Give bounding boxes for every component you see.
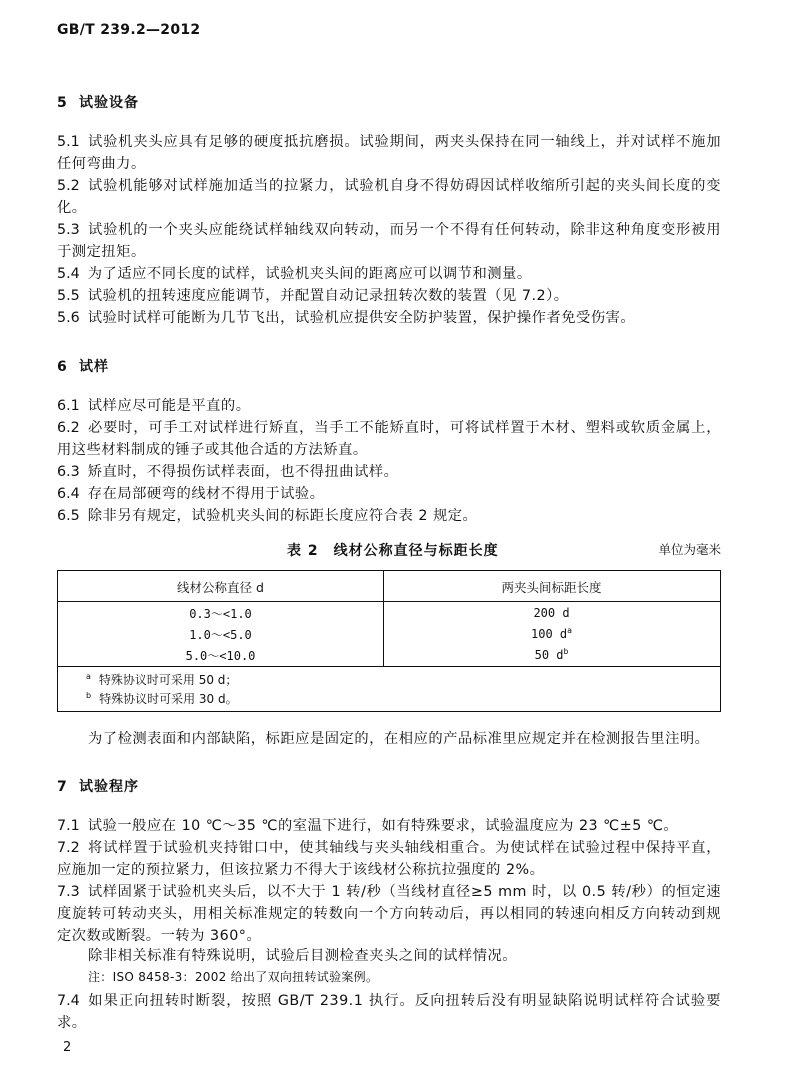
cell-diameter: 1.0～<5.0 — [189, 628, 252, 642]
table-footnote-a: $^a$ 特殊协议时可采用 50 d； — [86, 672, 238, 687]
section-5-title — [57, 92, 139, 112]
standard-code: GB/T 239.2—2012 — [57, 22, 201, 38]
clause-5-2 — [57, 175, 721, 219]
cell-length: 200 d — [533, 606, 570, 620]
clause-5-3 — [57, 219, 721, 263]
clause-6-1 — [57, 395, 721, 417]
clause-6-2 — [57, 417, 721, 461]
clause-number: 5.3 — [57, 222, 80, 238]
clause-text: 将试样置于试验机夹持钳口中，使其轴线与夹头轴线相重合。为使试样在试验过程中保持平直，应施加一定的预拉紧力，但该拉紧力不得大于该线材公称抗拉强度的 2%。 — [57, 840, 721, 878]
clause-text: 试验一般应在 10 ℃～35 ℃的室温下进行，如有特殊要求，试验温度应为 23 ℃±5 ℃。 — [87, 818, 679, 834]
clause-number: 6.2 — [57, 420, 80, 436]
clause-number: 7.1 — [57, 818, 80, 834]
clause-text: 除非另有规定，试验机夹头间的标距长度应符合表 2 规定。 — [87, 508, 478, 524]
clause-number: 7.2 — [57, 840, 80, 856]
clause-number: 6.5 — [57, 508, 80, 524]
cell-diameter: 5.0～<10.0 — [185, 649, 256, 663]
column-header-length: 两夹头间标距长度 — [501, 580, 602, 595]
cell-length: 50 $d^b$ — [534, 647, 569, 662]
clause-7-4 — [57, 990, 721, 1034]
clause-7-2 — [57, 837, 721, 881]
section-6-title — [57, 356, 109, 376]
section-title-text: 试验程序 — [79, 779, 139, 795]
table-unit: 单位为毫米 — [658, 542, 721, 557]
clause-number: 5.5 — [57, 288, 80, 304]
clause-text: 试样应尽可能是平直的。 — [87, 398, 251, 414]
after-table-paragraph: 为了检测表面和内部缺陷，标距应是固定的，在相应的产品标准里应规定并在检测报告里注明。 — [88, 731, 710, 747]
cell-length: 100 $d^a$ — [531, 626, 572, 641]
section-title-text: 试样 — [79, 359, 109, 375]
section-number: 7 — [57, 779, 68, 795]
clause-text: 试验机能够对试样施加适当的拉紧力，试验机自身不得妨碍因试样收缩所引起的夹头间长度的变化。 — [57, 178, 721, 216]
table-footnote-b: $^b$ 特殊协议时可采用 30 d。 — [86, 691, 238, 706]
table-row — [58, 645, 720, 666]
clause-6-5 — [57, 505, 721, 527]
cell-diameter: 0.3～<1.0 — [189, 607, 252, 621]
section-title-text: 试验设备 — [79, 95, 139, 111]
clause-number: 5.6 — [57, 310, 80, 326]
clause-text: 如果正向扭转时断裂，按照 GB/T 239.1 执行。反向扭转后没有明显缺陷说明试样符合试验要求。 — [57, 993, 721, 1031]
clause-6-3 — [57, 461, 721, 483]
table-2 — [57, 570, 721, 712]
clause-7-3-extra: 除非相关标准有特殊说明，试验后目测检查夹头之间的试样情况。 — [88, 948, 518, 964]
section-number: 6 — [57, 359, 68, 375]
note-iso: 注：ISO 8458-3：2002 给出了双向扭转试验案例。 — [88, 970, 379, 984]
page-number: 2 — [63, 1040, 72, 1055]
clause-text: 试验机的扭转速度应能调节，并配置自动记录扭转次数的装置（见 7.2）。 — [87, 288, 569, 304]
clause-number: 6.4 — [57, 486, 80, 502]
clause-text: 存在局部硬弯的线材不得用于试验。 — [87, 486, 325, 502]
table-row — [58, 603, 720, 624]
clause-6-4 — [57, 483, 721, 505]
clause-text: 必要时，可手工对试样进行矫直，当手工不能矫直时，可将试样置于木材、塑料或软质金属上，用这些材料制成的锤子或其他合适的方法矫直。 — [57, 420, 721, 458]
section-7-title — [57, 776, 139, 796]
clause-5-1 — [57, 131, 721, 175]
clause-number: 7.3 — [57, 884, 80, 900]
column-header-diameter: 线材公称直径 d — [177, 580, 264, 595]
clause-5-6 — [57, 307, 721, 329]
clause-number: 6.1 — [57, 398, 80, 414]
clause-5-4 — [57, 263, 721, 285]
clause-number: 5.4 — [57, 266, 80, 282]
clause-number: 6.3 — [57, 464, 80, 480]
section-number: 5 — [57, 95, 68, 111]
clause-7-3 — [57, 881, 721, 947]
clause-text: 试验时试样可能断为几节飞出，试验机应提供安全防护装置，保护操作者免受伤害。 — [87, 310, 636, 326]
clause-text: 为了适应不同长度的试样，试验机夹头间的距离应可以调节和测量。 — [87, 266, 532, 282]
clause-text: 试样固紧于试验机夹头后，以不大于 1 转/秒（当线材直径≥5 mm 时，以 0.5 转/秒）的恒定速度旋转可转动夹头，用相关标准规定的转数向一个方向转动后，再以相同的转速向相反方向转动到规定次数或断裂。一转为 360°。 — [57, 884, 721, 944]
clause-5-5 — [57, 285, 721, 307]
clause-text: 试验机夹头应具有足够的硬度抵抗磨损。试验期间，两夹头保持在同一轴线上，并对试样不施加任何弯曲力。 — [57, 134, 721, 172]
table-notes-divider — [58, 666, 720, 667]
clause-text: 试验机的一个夹头应能绕试样轴线双向转动，而另一个不得有任何转动，除非这种角度变形被用于测定扭矩。 — [57, 222, 721, 260]
clause-number: 5.2 — [57, 178, 80, 194]
table-row — [58, 624, 720, 645]
clause-number: 5.1 — [57, 134, 80, 150]
clause-number: 7.4 — [57, 993, 80, 1009]
clause-text: 矫直时，不得损伤试样表面，也不得扭曲试样。 — [87, 464, 399, 480]
clause-7-1 — [57, 815, 721, 837]
table-caption: 表 2 线材公称直径与标距长度 — [287, 543, 499, 559]
